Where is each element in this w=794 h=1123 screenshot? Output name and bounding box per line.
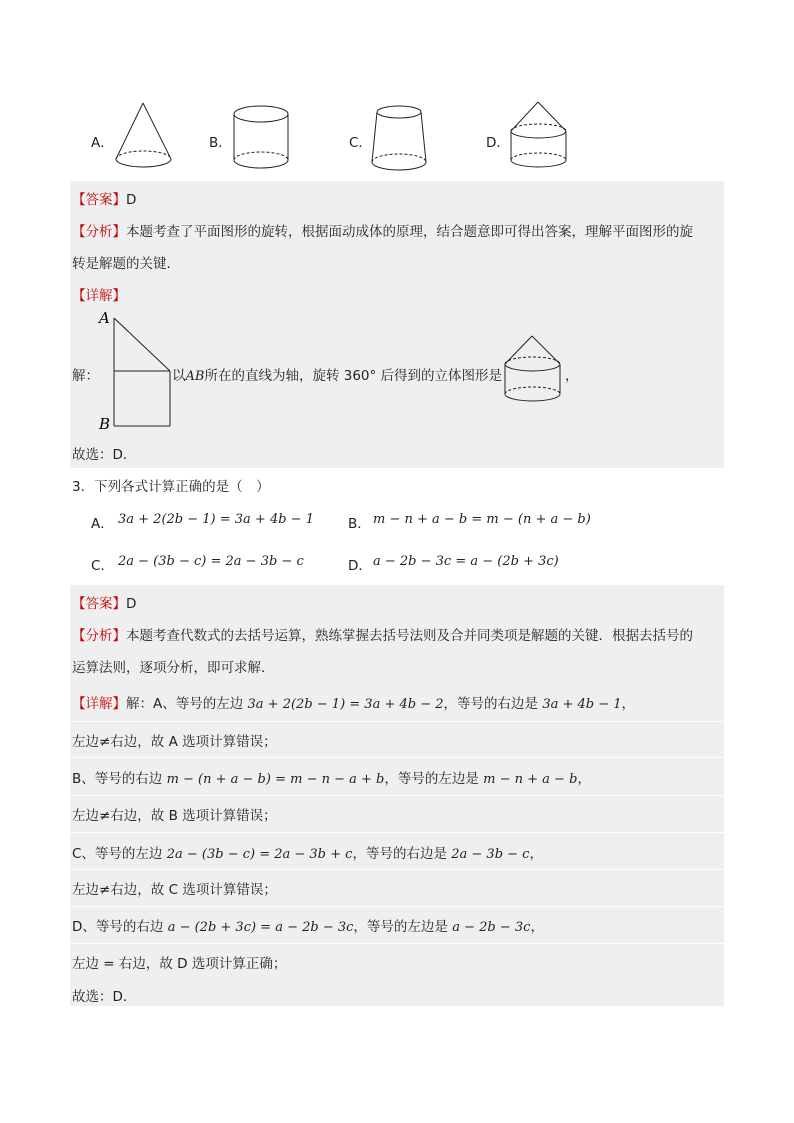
q3-conclusion: 故选：D． xyxy=(72,989,137,1005)
q3-detail-line-7 xyxy=(72,915,544,935)
frustum-figure xyxy=(370,102,432,174)
detail-text: ，等号的右边是 xyxy=(352,846,452,862)
analysis-text: 本题考查了平面图形的旋转，根据面动成体的原理，结合题意即可得出答案，理解平面图形的旋 xyxy=(126,224,693,240)
trapezoid-figure xyxy=(96,306,176,433)
row-divider xyxy=(70,906,724,907)
q3-detail-line-8: 左边 = 右边，故 D 选项计算正确； xyxy=(72,956,287,972)
cone-on-cylinder-figure xyxy=(510,100,572,172)
q3-analysis-line-1 xyxy=(72,624,693,644)
detail-prefix: 解： xyxy=(72,368,99,384)
row-divider xyxy=(70,943,724,944)
row-divider xyxy=(70,869,724,870)
detail-text: ，等号的左边是 xyxy=(384,771,484,787)
detail-math-2: 3a + 4b − 1 xyxy=(542,697,622,712)
q3-option-a-expr: 3a + 2(2b − 1) = 3a + 4b − 1 xyxy=(118,512,314,527)
detail-text: ， xyxy=(529,846,543,862)
detail-text: 解：A、等号的左边 xyxy=(126,696,248,712)
analysis-text: 本题考查代数式的去括号运算，熟练掌握去括号法则及合并同类项是解题的关键．根据去括号的 xyxy=(126,628,693,644)
detail-text: ， xyxy=(621,696,636,712)
q3-option-d-expr: a − 2b − 3c = a − (2b + 3c) xyxy=(373,554,559,569)
q3-stem: 3．下列各式计算正确的是（ ） xyxy=(72,479,270,495)
detail-ab: AB xyxy=(185,369,205,384)
option-a-label: A． xyxy=(91,135,114,151)
option-c-label: C． xyxy=(349,135,372,151)
option-d-label: D． xyxy=(486,135,510,151)
detail-text: C、等号的左边 xyxy=(72,846,167,862)
solid-result-figure xyxy=(503,334,565,406)
q2-analysis-line-1 xyxy=(72,220,693,240)
detail-math-1: 2a − (3b − c) = 2a − 3b + c xyxy=(166,847,353,862)
row-divider xyxy=(70,795,724,796)
answer-tag: 【答案】 xyxy=(72,596,126,612)
analysis-tag: 【分析】 xyxy=(72,628,126,644)
q3-answer-line xyxy=(72,592,136,612)
detail-mid1: 以 xyxy=(172,368,186,384)
cylinder-figure xyxy=(233,102,293,174)
detail-mid2: 所在的直线为轴，旋转 360° 后得到的立体图形是 xyxy=(204,368,503,384)
detail-math-2: m − n + a − b xyxy=(483,772,578,787)
fig-label-b: B xyxy=(99,415,111,433)
detail-math-1: a − (2b + 3c) = a − 2b − 3c xyxy=(167,920,354,935)
detail-text: ，等号的左边是 xyxy=(353,919,453,935)
q3-option-a-label: A． xyxy=(91,516,114,532)
detail-tag: 【详解】 xyxy=(72,288,126,304)
detail-text: D、等号的右边 xyxy=(72,919,168,935)
detail-text: ， xyxy=(577,771,591,787)
detail-text: ， xyxy=(530,919,544,935)
q2-analysis-line-2: 转是解题的关键． xyxy=(72,256,180,272)
detail-sentence xyxy=(172,364,502,384)
q3-detail-line-1 xyxy=(72,692,635,712)
detail-math-2: a − 2b − 3c xyxy=(452,920,531,935)
answer-value: D xyxy=(126,596,137,612)
detail-math-1: 3a + 2(2b − 1) = 3a + 4b − 2 xyxy=(247,697,444,712)
q3-detail-line-4: 左边≠右边，故 B 选项计算错误； xyxy=(72,808,277,824)
q3-detail-line-3 xyxy=(72,767,591,787)
q3-option-b-expr: m − n + a − b = m − (n + a − b) xyxy=(373,512,591,527)
cone-figure xyxy=(112,100,176,172)
row-divider xyxy=(70,757,724,758)
q3-detail-line-2: 左边≠右边，故 A 选项计算错误； xyxy=(72,734,277,750)
detail-text: B、等号的右边 xyxy=(72,771,167,787)
option-b-label: B． xyxy=(209,135,232,151)
detail-text: ，等号的右边是 xyxy=(443,696,543,712)
q2-detail-tag-line xyxy=(72,284,126,304)
fig-label-a: A xyxy=(99,309,110,327)
q2-answer-line xyxy=(72,188,136,208)
row-divider xyxy=(70,832,724,833)
detail-end: ， xyxy=(565,368,579,384)
q3-analysis-line-2: 运算法则，逐项分析，即可求解． xyxy=(72,660,275,676)
detail-tag: 【详解】 xyxy=(72,696,126,712)
q3-option-c-label: C． xyxy=(91,558,114,574)
q3-option-c-expr: 2a − (3b − c) = 2a − 3b − c xyxy=(118,554,304,569)
answer-value: D xyxy=(126,192,137,208)
q3-option-d-label: D． xyxy=(348,558,372,574)
row-divider xyxy=(70,721,724,722)
detail-math-1: m − (n + a − b) = m − n − a + b xyxy=(166,772,385,787)
q3-option-b-label: B． xyxy=(348,516,371,532)
analysis-tag: 【分析】 xyxy=(72,224,126,240)
q3-detail-line-5 xyxy=(72,842,543,862)
q2-conclusion: 故选：D． xyxy=(72,447,137,463)
q3-detail-line-6: 左边≠右边，故 C 选项计算错误； xyxy=(72,882,277,898)
answer-tag: 【答案】 xyxy=(72,192,126,208)
detail-math-2: 2a − 3b − c xyxy=(451,847,530,862)
